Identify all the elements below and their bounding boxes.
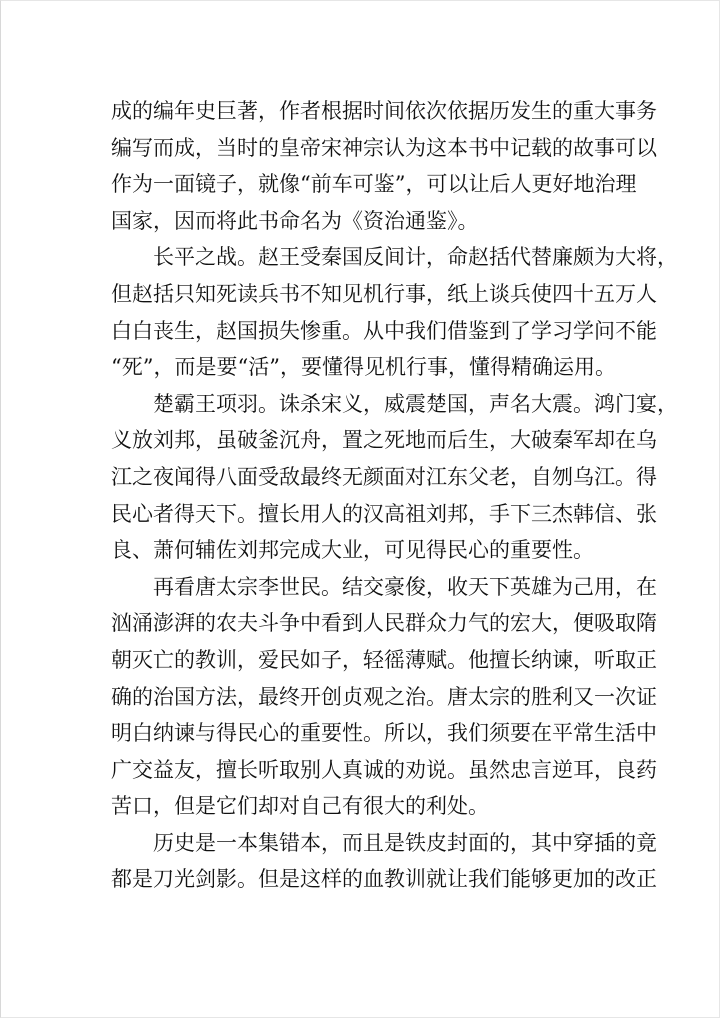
text-line: 但赵括只知死读兵书不知见机行事，纸上谈兵使四十五万人 [111,281,657,306]
text-line: 作为一面镜子，就像“前车可鉴”，可以让后人更好地治理 [111,172,637,197]
text-line: 楚霸王项羽。诛杀宋义，威震楚国，声名大震。鸿门宴， [153,391,678,416]
text-line: 民心者得天下。擅长用人的汉高祖刘邦，手下三杰韩信、张 [111,501,657,526]
text-line: 历史是一本集错本，而且是铁皮封面的，其中穿插的竟 [153,830,657,855]
text-line: 确的治国方法，最终开创贞观之治。唐太宗的胜利又一次证 [111,684,657,709]
text-line: 广交益友，擅长听取别人真诚的劝说。虽然忠言逆耳，良药 [111,757,657,782]
document-body [111,93,678,898]
text-line: 长平之战。赵王受秦国反间计，命赵括代替廉颇为大将， [153,245,678,270]
paragraph-2 [111,239,678,385]
text-line: 白白丧生，赵国损失惨重。从中我们借鉴到了学习学问不能 [111,318,657,343]
text-line: 良、萧何辅佐刘邦完成大业，可见得民心的重要性。 [111,538,594,563]
paragraph-4 [111,569,657,825]
text-line: 义放刘邦，虽破釜沉舟，置之死地而后生，大破秦军却在乌 [111,428,657,453]
text-line: 汹涌澎湃的农夫斗争中看到人民群众力气的宏大，便吸取隋 [111,611,657,636]
paragraph-3 [111,386,678,569]
text-line: 朝灭亡的教训，爱民如子，轻徭薄赋。他擅长纳谏，听取正 [111,647,657,672]
text-line: 都是刀光剑影。但是这样的血教训就让我们能够更加的改正 [111,867,657,892]
paragraph-1 [111,93,657,239]
text-line: 国家，因而将此书命名为《资治通鉴》。 [111,208,479,233]
text-line: 江之夜闻得八面受敌最终无颜面对江东父老，自刎乌江。得 [111,464,657,489]
text-line: 明白纳谏与得民心的重要性。所以，我们须要在平常生活中 [111,721,657,746]
text-line: 编写而成，当时的皇帝宋神宗认为这本书中记载的故事可以 [111,135,657,160]
paragraph-5 [111,825,657,898]
text-line: “死”，而是要“活”，要懂得见机行事，懂得精确运用。 [111,355,616,380]
text-line: 苦口，但是它们却对自己有很大的利处。 [111,794,489,819]
text-line: 成的编年史巨著，作者根据时间依次依据历发生的重大事务 [111,99,657,123]
text-line: 再看唐太宗李世民。结交豪俊，收天下英雄为己用，在 [153,574,657,599]
